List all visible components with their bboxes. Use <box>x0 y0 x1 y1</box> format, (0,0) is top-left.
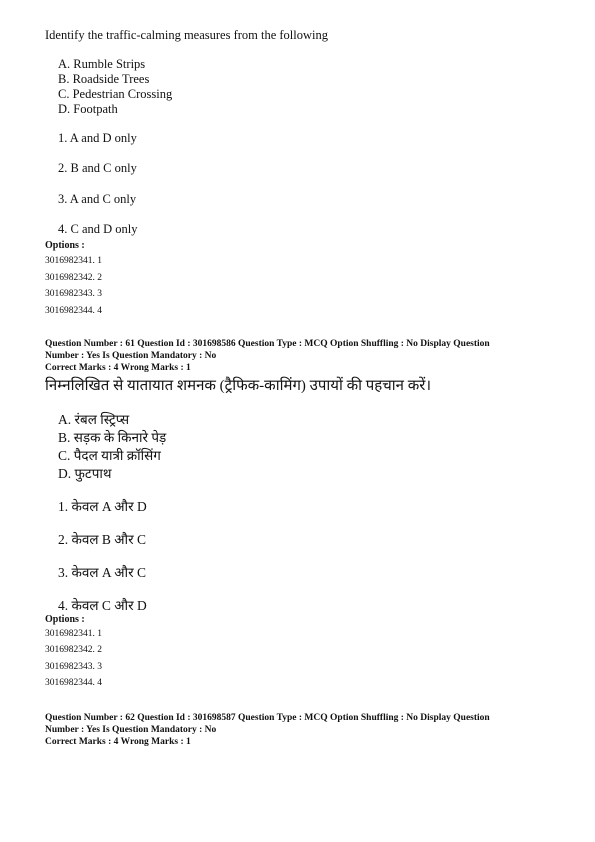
q60-choice-4: 4. C and D only <box>58 222 138 236</box>
q60-option-4: 3016982344. 4 <box>45 306 102 316</box>
q61-meta-line1: Question Number : 61 Question Id : 301698586 Question Type : MCQ Option Shuffling : No Display Question <box>45 339 490 349</box>
q60-option-1: 3016982341. 1 <box>45 256 102 266</box>
q61-choice-3: 3. केवल A और C <box>58 565 146 580</box>
q60-choice-3: 3. A and C only <box>58 192 137 206</box>
q61-meta-line2: Number : Yes Is Question Mandatory : No <box>45 351 217 361</box>
q61-option-3: 3016982343. 3 <box>45 662 102 672</box>
q61-item-d: D. फुटपाथ <box>58 466 112 481</box>
q60-item-b: B. Roadside Trees <box>58 72 150 86</box>
q61-option-4: 3016982344. 4 <box>45 678 102 688</box>
q61-options-label: Options : <box>45 614 85 625</box>
question-61-stem: निम्नलिखित से यातायात शमनक (ट्रैफिक-कामिंग) उपायों की पहचान करें। <box>45 378 432 394</box>
q61-option-1: 3016982341. 1 <box>45 629 102 639</box>
q61-choice-4: 4. केवल C और D <box>58 598 147 613</box>
q61-option-2: 3016982342. 2 <box>45 645 102 655</box>
q61-item-a: A. रंबल स्ट्रिप्स <box>58 412 130 427</box>
q62-meta-line2: Number : Yes Is Question Mandatory : No <box>45 725 217 735</box>
q60-options-label: Options : <box>45 240 85 251</box>
q60-option-2: 3016982342. 2 <box>45 273 102 283</box>
q61-item-c: C. पैदल यात्री क्रॉसिंग <box>58 448 161 463</box>
q62-meta-line1: Question Number : 62 Question Id : 301698587 Question Type : MCQ Option Shuffling : No Display Question <box>45 713 490 723</box>
q60-item-d: D. Footpath <box>58 102 118 116</box>
q61-meta-line3: Correct Marks : 4 Wrong Marks : 1 <box>45 363 191 373</box>
q60-option-3: 3016982343. 3 <box>45 289 102 299</box>
q61-meta <box>45 338 555 374</box>
q60-item-a: A. Rumble Strips <box>58 57 146 71</box>
q61-item-b: B. सड़क के किनारे पेड़ <box>58 430 167 445</box>
q60-choice-1: 1. A and D only <box>58 131 137 145</box>
q60-item-c: C. Pedestrian Crossing <box>58 87 173 101</box>
q62-meta-line3: Correct Marks : 4 Wrong Marks : 1 <box>45 737 191 747</box>
question-60-stem: Identify the traffic-calming measures from the following <box>45 28 329 42</box>
q62-meta <box>45 712 555 748</box>
q60-choice-2: 2. B and C only <box>58 161 137 175</box>
q61-choice-2: 2. केवल B और C <box>58 532 146 547</box>
q61-choice-1: 1. केवल A और D <box>58 499 147 514</box>
